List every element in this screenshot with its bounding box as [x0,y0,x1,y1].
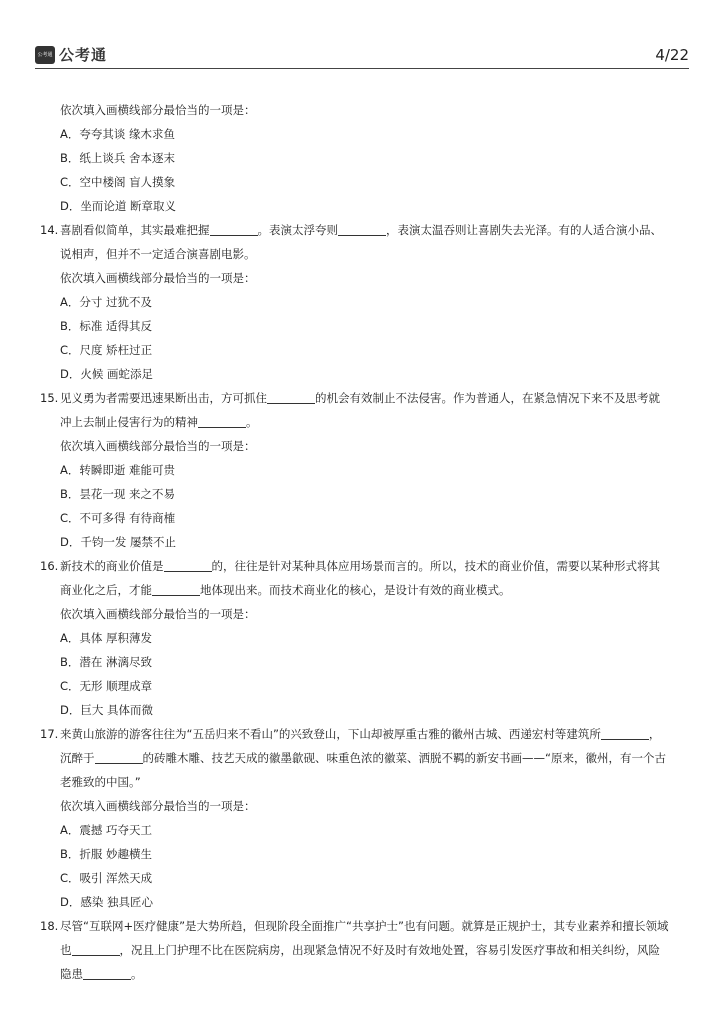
answer-blank [338,221,386,236]
q14-text: 喜剧看似简单，其实最难把握 。表演太浮夸则 ，表演太温吞则让喜剧失去光泽。有的人适合演小品、 [60,223,662,237]
q16-number: 16. [40,559,59,573]
q17-prompt: 依次填入画横线部分最恰当的一项是： [60,799,256,813]
q17-option-c: C．吸引 浑然天成 [60,871,153,885]
q18-line-1 [40,914,685,938]
q15-option-a: A．转瞬即逝 难能可贵 [60,463,176,477]
answer-blank [210,221,258,236]
q17-line-1 [40,722,685,746]
q16-line-1 [40,554,685,578]
logo-text: 公考通 [59,46,108,64]
q13-option-d: D．坐而论道 断章取义 [60,199,177,213]
q14-option-d: D．火候 画蛇添足 [60,367,154,381]
q14-option-a: A．分寸 过犹不及 [60,295,153,309]
q17-option-d: D．感染 独具匠心 [60,895,154,909]
q18-line-2: 也 ，况且上门护理不比在医院病房，出现紧急情况不好及时有效地处置，容易引发医疗事故和相关纠纷，风险 [60,943,660,957]
q15-option-c: C．不可多得 有待商榷 [60,511,176,525]
q14-prompt: 依次填入画横线部分最恰当的一项是： [60,271,256,285]
q17-number: 17. [40,727,59,741]
page-number: 4/22 [655,46,689,64]
q18-line-3: 隐患 。 [60,967,143,981]
q15-text: 见义勇为者需要迅速果断出击，方可抓住 的机会有效制止不法侵害。作为普通人，在紧急情况下来不及思考就 [60,391,660,405]
q15-option-b: B．昙花一现 来之不易 [60,487,176,501]
q14-option-c: C．尺度 矫枉过正 [60,343,153,357]
q17-text: 来黄山旅游的游客往往为“五岳归来不看山”的兴致登山，下山却被厚重古雅的徽州古城、西递宏村等建筑所 ， [60,727,661,741]
q15-option-d: D．千钧一发 屡禁不止 [60,535,177,549]
answer-blank [164,557,212,572]
q16-prompt: 依次填入画横线部分最恰当的一项是： [60,607,256,621]
answer-blank [72,941,120,956]
q14-option-b: B．标准 适得其反 [60,319,153,333]
page-header [35,44,689,69]
q16-option-b: B．潜在 淋漓尽致 [60,655,153,669]
answer-blank [152,581,200,596]
logo-icon: 公考通 [35,46,55,64]
answer-blank [601,725,649,740]
answer-blank [267,389,315,404]
q16-line-2: 商业化之后，才能 地体现出来。而技术商业化的核心，是设计有效的商业模式。 [60,583,511,597]
q16-option-a: A．具体 厚积薄发 [60,631,153,645]
q13-option-c: C．空中楼阁 盲人摸象 [60,175,176,189]
document-body [40,98,685,986]
q13-prompt: 依次填入画横线部分最恰当的一项是： [60,103,256,117]
q16-option-c: C．无形 顺理成章 [60,679,153,693]
q18-text: 尽管“互联网+医疗健康”是大势所趋，但现阶段全面推广“共享护士”也有问题。就算是正规护士，其专业素养和擅长领域 [60,919,669,933]
answer-blank [95,749,143,764]
q13-option-b: B．纸上谈兵 舍本逐末 [60,151,176,165]
q14-number: 14. [40,223,59,237]
q15-line-2: 冲上去制止侵害行为的精神 。 [60,415,258,429]
q14-line-1 [40,218,685,242]
q15-number: 15. [40,391,59,405]
q15-prompt: 依次填入画横线部分最恰当的一项是： [60,439,256,453]
q17-line-3: 老雅致的中国。” [60,775,141,789]
q16-option-d: D．巨大 具体而微 [60,703,154,717]
q18-number: 18. [40,919,59,933]
answer-blank [83,965,131,980]
q17-option-b: B．折服 妙趣横生 [60,847,153,861]
q13-option-a: A．夸夸其谈 缘木求鱼 [60,127,176,141]
answer-blank [198,413,246,428]
q16-text: 新技术的商业价值是 的，往往是针对某种具体应用场景而言的。所以，技术的商业价值，需要以某种形式将其 [60,559,660,573]
q14-line-2: 说相声，但并不一定适合演喜剧电影。 [60,247,256,261]
q17-option-a: A．震撼 巧夺天工 [60,823,153,837]
q17-line-2: 沉醉于 的砖雕木雕、技艺天成的徽墨歙砚、味重色浓的徽菜、洒脱不羁的新安书画——“原来，徽州，有一个古 [60,751,666,765]
q15-line-1 [40,386,685,410]
